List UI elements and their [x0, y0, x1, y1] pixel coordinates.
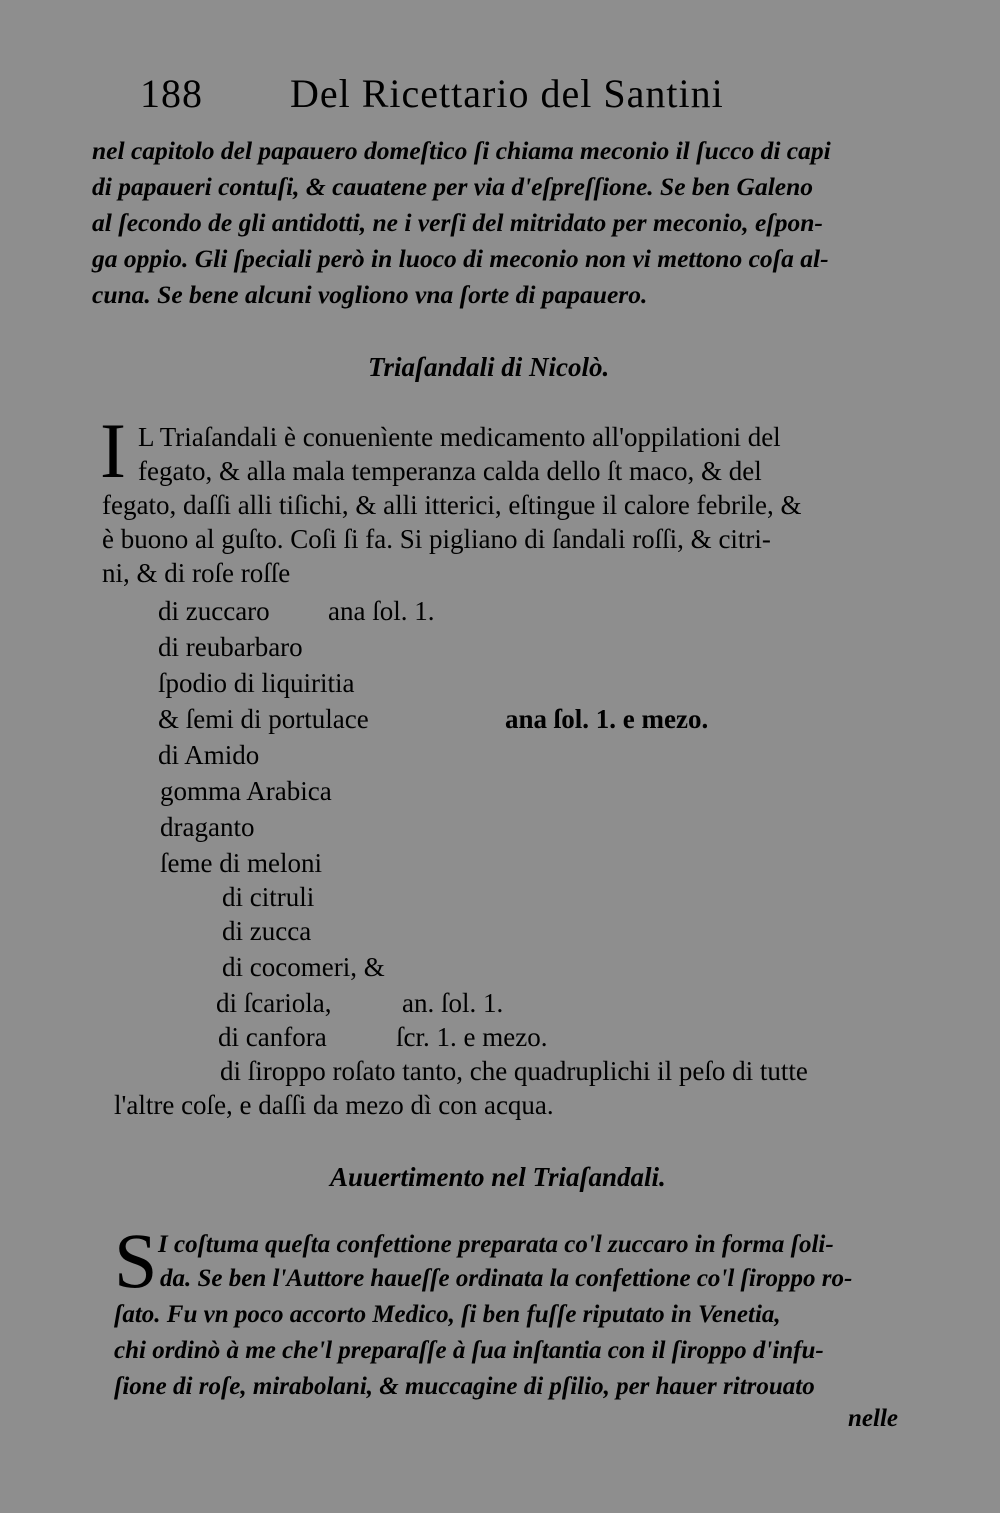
running-title: Del Ricettario del Santini: [290, 71, 724, 116]
recipe-item: di cocomeri, &: [222, 952, 385, 982]
recipe-item: di reubarbaro: [158, 632, 303, 662]
paragraph-line: da. Se ben l'Auttore haueſſe ordinata la confettione co'l ſiroppo ro-: [160, 1265, 853, 1292]
page-number: 188: [140, 71, 203, 116]
recipe-item: draganto: [160, 812, 255, 842]
paragraph-line: ni, & di roſe roſſe: [102, 558, 291, 588]
recipe-item: ſpodio di liquiritia: [158, 668, 355, 698]
paragraph-line: fegato, daſſi alli tiſichi, & alli itterici, eſtingue il calore febrile, &: [102, 490, 802, 520]
paragraph-line: chi ordinò à me che'l preparaſſe à ſua inſtantia con il ſiroppo d'infu-: [114, 1337, 824, 1364]
recipe-item: di ſiroppo roſato tanto, che quadruplichi il peſo di tutte: [220, 1056, 808, 1086]
recipe-item: di Amido: [158, 740, 260, 770]
recipe-item: di zucca: [222, 916, 312, 946]
intro-line: nel capitolo del papauero domeſtico ſi chiama meconio il ſucco di capi: [92, 136, 831, 165]
paragraph-line: ſato. Fu vn poco accorto Medico, ſi ben fuſſe riputato in Venetia,: [114, 1301, 781, 1328]
drop-initial: S: [114, 1217, 158, 1304]
recipe-measure: ſcr. 1. e mezo.: [396, 1022, 548, 1052]
paragraph-line: fegato, & alla mala temperanza calda dello ſt maco, & del: [138, 456, 762, 486]
paragraph-line: è buono al guſto. Coſi ſi fa. Si pigliano di ſandali roſſi, & citri-: [102, 524, 771, 554]
intro-line: di papaueri contuſi, & cauatene per via d'eſpreſſione. Se ben Galeno: [92, 172, 814, 201]
recipe-item: ſeme di meloni: [160, 848, 322, 878]
intro-line: al ſecondo de gli antidotti, ne i verſi del mitridato per meconio, eſpon-: [92, 208, 823, 237]
recipe-item: & ſemi di portulace: [158, 704, 369, 734]
paragraph-line: L Triaſandali è conuenìente medicamento all'oppilationi del: [138, 422, 781, 452]
section-heading: Triaſandali di Nicolò.: [368, 352, 610, 382]
intro-line: ga oppio. Gli ſpeciali però in luoco di meconio non vi mettono coſa al-: [92, 244, 829, 273]
recipe-measure: ana ſol. 1.: [328, 596, 435, 626]
recipe-item: l'altre coſe, e daſſi da mezo dì con acqua.: [114, 1090, 554, 1120]
drop-initial: I: [100, 407, 126, 494]
recipe-measure: an. ſol. 1.: [402, 988, 504, 1018]
recipe-item: di canfora: [218, 1022, 327, 1052]
paragraph-line: ſione di roſe, mirabolani, & muccagine di pſilio, per hauer ritrouato: [114, 1373, 815, 1400]
section-heading: Auuertimento nel Triaſandali.: [330, 1162, 666, 1192]
recipe-item: gomma Arabica: [160, 776, 332, 806]
recipe-item: di zuccaro: [158, 596, 270, 626]
catchword: nelle: [848, 1405, 898, 1432]
paragraph-line: I coſtuma queſta confettione preparata co'l zuccaro in forma ſoli-: [158, 1231, 834, 1258]
recipe-measure: ana ſol. 1. e mezo.: [505, 704, 709, 734]
recipe-item: di ſcariola,: [216, 988, 332, 1018]
recipe-item: di citruli: [222, 882, 315, 912]
intro-line: cuna. Se bene alcuni vogliono vna ſorte di papauero.: [92, 280, 648, 309]
